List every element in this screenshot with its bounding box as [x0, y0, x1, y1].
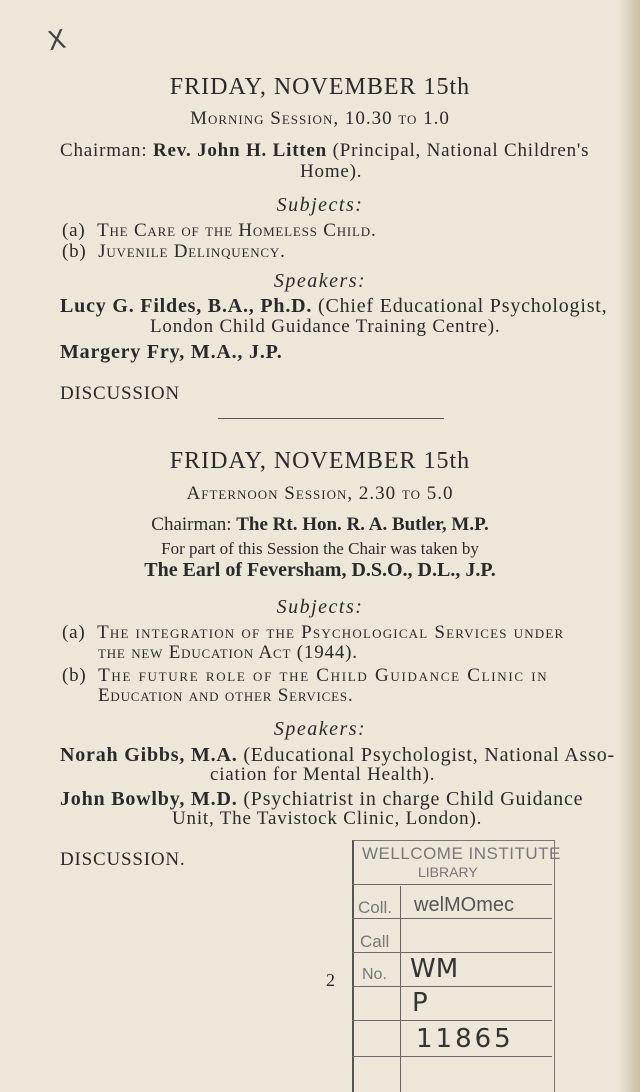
stamp-row-divider — [352, 884, 552, 885]
subject-text: The Care of the Homeless Child. — [97, 220, 377, 241]
stamp-row-divider — [352, 1056, 552, 1057]
afternoon-chair-substitute: The Earl of Feversham, D.S.O., D.L., J.P. — [144, 559, 496, 581]
morning-chairman-name: Rev. John H. Litten — [152, 140, 328, 161]
morning-subjects-label: Subjects: — [276, 194, 364, 216]
subject-text: Juvenile Delinquency. — [98, 241, 286, 262]
morning-chairman-detail: (Principal, National Children's — [332, 140, 590, 161]
stamp-row-divider — [352, 1020, 552, 1021]
morning-speaker-1 — [60, 295, 607, 318]
speaker-detail: (Educational Psychologist, National Asso- — [243, 744, 615, 766]
afternoon-subject-b — [62, 665, 548, 687]
subject-marker: (a) — [62, 220, 86, 241]
afternoon-subject-b-cont: Education and other Services. — [98, 685, 354, 706]
stamp-row-divider — [352, 952, 552, 953]
stamp-coll-label: Coll. — [358, 898, 393, 917]
morning-session-time: Morning Session, 10.30 to 1.0 — [190, 108, 450, 129]
morning-chairman-label: Chairman: — [60, 140, 148, 161]
stamp-no-value-3: 11865 — [416, 1024, 514, 1054]
subject-marker: (a) — [62, 622, 86, 643]
afternoon-discussion: DISCUSSION. — [60, 849, 186, 870]
afternoon-chairman-label: Chairman: — [151, 514, 232, 535]
speaker-name: John Bowlby, M.D. — [60, 788, 238, 810]
afternoon-speaker-2-detail-cont: Unit, The Tavistock Clinic, London). — [172, 808, 483, 829]
morning-chairman-line — [60, 140, 589, 162]
afternoon-chair-note: For part of this Session the Chair was taken by — [161, 539, 479, 558]
page-number: 2 — [326, 970, 335, 990]
library-stamp — [352, 840, 561, 1092]
subject-marker: (b) — [62, 241, 87, 262]
subject-text: The future role of the Child Guidance Clinic in — [98, 665, 549, 686]
morning-heading: FRIDAY, NOVEMBER 15th — [169, 74, 471, 100]
speaker-detail: (Psychiatrist in charge Child Guidance — [243, 788, 584, 810]
section-divider — [218, 418, 444, 419]
corner-handwritten-mark: X — [45, 24, 69, 58]
stamp-column-divider — [400, 886, 401, 1092]
stamp-coll-value: welMOmec — [414, 894, 515, 916]
stamp-institution: WELLCOME INSTITUTE — [362, 844, 561, 863]
morning-chairman-detail-cont: Home). — [300, 161, 363, 182]
afternoon-heading: FRIDAY, NOVEMBER 15th — [169, 448, 471, 474]
stamp-row-divider — [352, 986, 552, 987]
afternoon-chairman-line — [0, 514, 640, 536]
stamp-row-divider — [352, 918, 552, 919]
morning-discussion: DISCUSSION — [60, 383, 180, 404]
morning-speaker-1-detail-cont: London Child Guidance Training Centre). — [150, 316, 501, 337]
stamp-library: LIBRARY — [418, 864, 478, 880]
afternoon-subject-a — [62, 622, 564, 644]
stamp-no-label: No. — [362, 966, 387, 983]
afternoon-subjects-label: Subjects: — [276, 596, 364, 618]
morning-subject-a — [62, 220, 377, 242]
afternoon-speaker-1-detail-cont: ciation for Mental Health). — [210, 764, 436, 785]
morning-subject-b — [62, 241, 286, 263]
stamp-no-value-1: WM — [410, 954, 459, 984]
afternoon-subject-a-cont: the new Education Act (1944). — [98, 642, 358, 663]
stamp-no-value-2: P — [412, 988, 428, 1018]
morning-speaker-2: Margery Fry, M.A., J.P. — [60, 341, 283, 363]
speaker-name: Norah Gibbs, M.A. — [60, 744, 238, 766]
afternoon-chairman-name: The Rt. Hon. R. A. Butler, M.P. — [236, 514, 489, 535]
afternoon-session-time: Afternoon Session, 2.30 to 5.0 — [186, 483, 454, 504]
morning-speakers-label: Speakers: — [273, 270, 367, 292]
speaker-detail: (Chief Educational Psychologist, — [318, 295, 608, 317]
subject-text: The integration of the Psychological Services under — [97, 622, 565, 643]
speaker-name: Lucy G. Fildes, B.A., Ph.D. — [60, 295, 313, 317]
stamp-call-label: Call — [360, 932, 390, 951]
subject-marker: (b) — [62, 665, 87, 686]
afternoon-speakers-label: Speakers: — [273, 718, 367, 740]
